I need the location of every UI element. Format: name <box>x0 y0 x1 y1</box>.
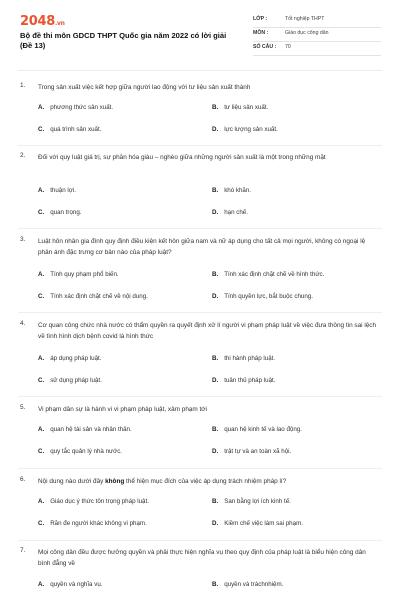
question-text-emphasis: không <box>105 478 125 485</box>
option-c[interactable] <box>38 377 102 384</box>
option-text: hạn chế. <box>224 209 248 216</box>
option-letter: B. <box>212 355 219 362</box>
option-letter: B. <box>212 187 219 194</box>
option-text: tư liệu sản xuất. <box>224 104 269 111</box>
option-text: quan trọng. <box>50 209 82 216</box>
meta-label: LỚP : <box>253 16 268 22</box>
meta-value: Tốt nghiệp THPT <box>285 16 325 22</box>
option-text: San bằng lợi ích kinh tế. <box>224 498 291 505</box>
option-letter: D. <box>212 126 219 133</box>
question-text <box>38 476 378 487</box>
question-divider <box>18 312 382 313</box>
option-letter: C. <box>38 520 45 527</box>
option-text: Tính xác định chặt chẽ về hình thức. <box>224 271 325 278</box>
option-b[interactable] <box>212 498 291 505</box>
option-text: sử dụng pháp luật. <box>50 377 102 384</box>
option-d[interactable] <box>212 126 278 133</box>
option-text: Tính quy phạm phổ biến. <box>50 271 119 278</box>
question-number: 4. <box>20 320 26 327</box>
question-2 <box>18 152 382 232</box>
option-text: phương thức sản xuất. <box>50 104 114 111</box>
question-7 <box>18 547 382 597</box>
question-text: Cơ quan công chức nhà nước có thẩm quyền ra quyết định xử lí người vi phạm pháp luật về việc đưa thông tin sai lệch về tình hình dịch bệnh covid là hình thức <box>38 322 377 340</box>
option-text: tuân thủ pháp luật. <box>224 377 276 384</box>
question-1 <box>18 82 382 142</box>
option-c[interactable] <box>38 448 122 455</box>
meta-value: Giáo dục công dân <box>285 30 329 36</box>
option-letter: C. <box>38 209 45 216</box>
option-letter: A. <box>38 271 45 278</box>
option-letter: B. <box>212 271 219 278</box>
option-text: trật tự và an toàn xã hội. <box>224 448 292 455</box>
option-letter: B. <box>212 104 219 111</box>
document-title: Bộ đề thi môn GDCD THPT Quốc gia năm 2022 có lời giải (Đề 13) <box>20 31 227 50</box>
option-d[interactable] <box>212 293 313 300</box>
option-text: quá trình sản xuất. <box>50 126 102 133</box>
option-b[interactable] <box>212 187 251 194</box>
question-text: Trong sản xuất việc kết hợp giữa người lao động với tư liệu sản xuất thành <box>38 84 251 91</box>
option-text: quyền và nghĩa vụ. <box>50 581 103 588</box>
option-b[interactable] <box>212 581 283 588</box>
meta-label: MÔN : <box>253 30 269 36</box>
question-divider <box>18 145 382 146</box>
question-divider <box>18 468 382 469</box>
option-text: thi hành pháp luật. <box>224 355 276 362</box>
option-letter: D. <box>212 520 219 527</box>
question-number: 7. <box>20 547 26 554</box>
question-number: 5. <box>20 404 26 411</box>
option-letter: C. <box>38 448 45 455</box>
option-d[interactable] <box>212 520 303 527</box>
question-divider <box>18 396 382 397</box>
logo-tld: .vn <box>54 20 65 27</box>
option-b[interactable] <box>212 104 268 111</box>
meta-value: 70 <box>285 44 291 50</box>
meta-row-count <box>253 42 381 56</box>
option-c[interactable] <box>38 209 82 216</box>
option-letter: A. <box>38 187 45 194</box>
option-letter: D. <box>212 209 219 216</box>
option-letter: C. <box>38 126 45 133</box>
option-text: quan hệ tài sản và nhân thân. <box>50 426 132 433</box>
option-c[interactable] <box>38 293 148 300</box>
option-a[interactable] <box>38 271 119 278</box>
question-text-part: thể hiện mục đích của việc áp dụng trách nhiệm pháp lí? <box>124 478 287 485</box>
option-letter: D. <box>212 448 219 455</box>
meta-row-subject <box>253 28 381 42</box>
option-text: Tính xác định chặt chẽ về nội dung. <box>50 293 148 300</box>
meta-label: SỐ CÂU : <box>253 44 277 50</box>
option-letter: C. <box>38 293 45 300</box>
option-b[interactable] <box>212 355 275 362</box>
question-5 <box>18 404 382 470</box>
question-number: 3. <box>20 236 26 243</box>
option-letter: B. <box>212 581 219 588</box>
option-a[interactable] <box>38 498 149 505</box>
option-c[interactable] <box>38 520 147 527</box>
option-letter: A. <box>38 104 45 111</box>
option-b[interactable] <box>212 426 302 433</box>
option-letter: A. <box>38 581 45 588</box>
meta-row-class <box>253 14 381 28</box>
question-divider <box>18 228 382 229</box>
question-number: 2. <box>20 152 26 159</box>
header-divider <box>18 70 382 71</box>
site-logo[interactable] <box>20 14 65 29</box>
option-letter: A. <box>38 426 45 433</box>
option-text: lực lượng sản xuất. <box>224 126 278 133</box>
option-letter: B. <box>212 498 219 505</box>
option-a[interactable] <box>38 104 113 111</box>
option-d[interactable] <box>212 377 275 384</box>
option-b[interactable] <box>212 271 324 278</box>
question-divider <box>18 540 382 541</box>
option-d[interactable] <box>212 448 291 455</box>
option-text: quy tắc quản lý nhà nước. <box>50 448 123 455</box>
option-letter: A. <box>38 355 45 362</box>
document-meta <box>253 14 381 56</box>
question-text: Luật hôn nhân gia đình quy định điều kiện kết hôn giữa nam và nữ áp dụng cho tất cả mọi người, không có ngoại lệ phản ánh đặc trưng cơ bản nào của pháp luật? <box>38 238 366 256</box>
option-letter: A. <box>38 498 45 505</box>
option-text: Kiềm chế việc làm sai phạm. <box>224 520 303 527</box>
question-number: 6. <box>20 476 26 483</box>
option-text: khó khăn. <box>224 187 252 194</box>
option-a[interactable] <box>38 355 101 362</box>
option-c[interactable] <box>38 126 101 133</box>
option-text: quyền và tráchnhiệm. <box>224 581 284 588</box>
question-text-part: Nội dung nào dưới đây <box>38 478 106 485</box>
option-text: Giáo dục ý thức tôn trọng pháp luật. <box>50 498 149 505</box>
question-text: Mọi công dân đều được hưởng quyền và phải thực hiện nghĩa vụ theo quy định của pháp luật là biểu hiện công dân bình đẳng về <box>38 549 366 567</box>
option-a[interactable] <box>38 426 132 433</box>
option-d[interactable] <box>212 209 248 216</box>
question-3 <box>18 236 382 314</box>
option-text: Răn đe người khác không vi phạm. <box>50 520 147 527</box>
page-header <box>0 0 400 62</box>
option-a[interactable] <box>38 187 76 194</box>
option-text: áp dụng pháp luật. <box>50 355 102 362</box>
option-text: quan hệ kinh tế và lao động. <box>224 426 302 433</box>
option-letter: D. <box>212 293 219 300</box>
question-text: Vi phạm dân sự là hành vi vi phạm pháp luật, xâm phạm tới <box>38 406 207 413</box>
option-text: thuận lợi. <box>50 187 76 194</box>
question-number: 1. <box>20 82 26 89</box>
question-text: Đối với quy luật giá trị, sự phân hóa giàu – nghèo giữa những người sản xuất là một trong những mặt <box>38 154 326 161</box>
logo-main: 2048 <box>20 14 55 29</box>
option-letter: C. <box>38 377 45 384</box>
question-6 <box>18 476 382 542</box>
option-letter: B. <box>212 426 219 433</box>
question-4 <box>18 320 382 398</box>
option-a[interactable] <box>38 581 102 588</box>
option-letter: D. <box>212 377 219 384</box>
option-text: Tính quyền lực, bắt buộc chung. <box>224 293 313 300</box>
